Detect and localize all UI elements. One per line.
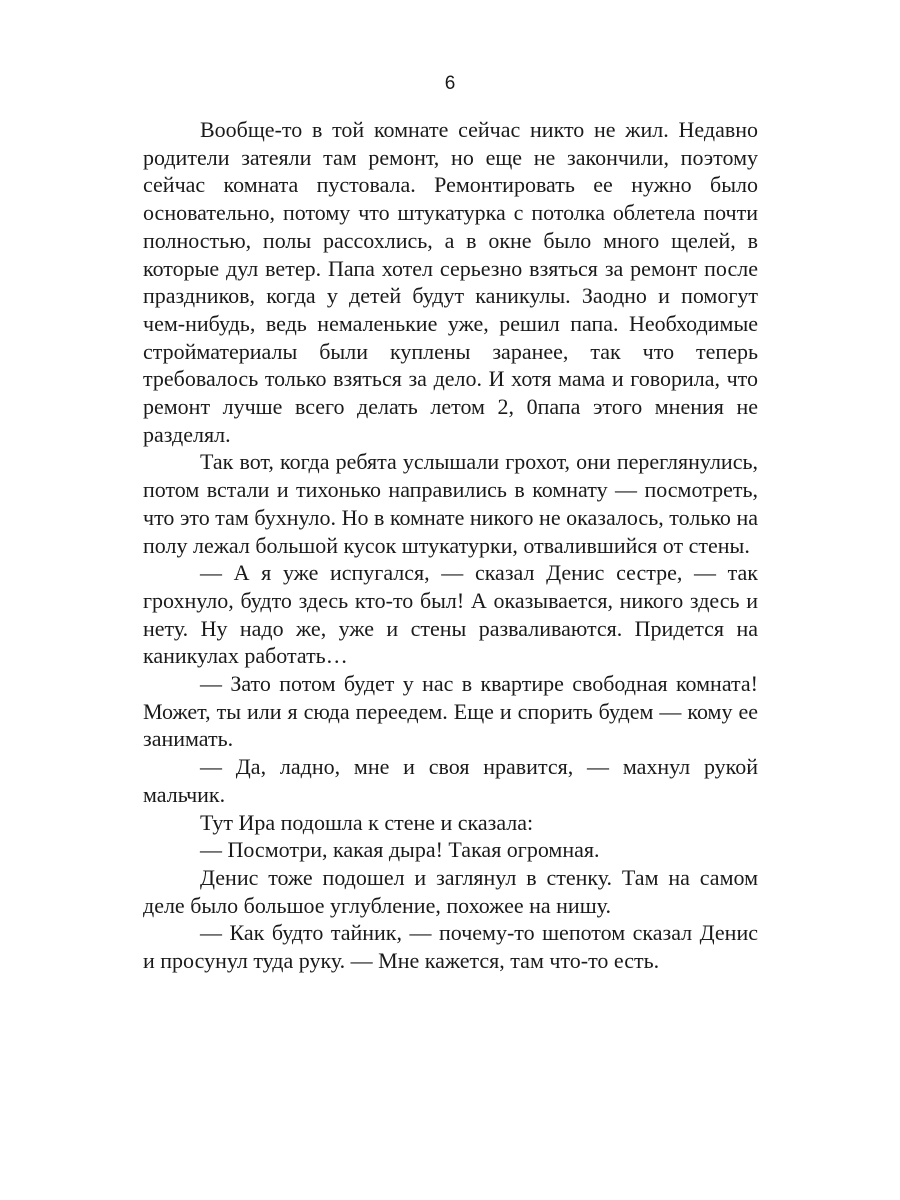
- paragraph: Так вот, когда ребята услышали грохот, они переглянулись, потом встали и тихонько направились в комнату — посмотреть, что это там бухнуло. Но в комнате никого не оказалось, только на полу лежал большой кусок штукатурки, отвалившийся от стены.: [143, 449, 758, 558]
- dialogue-paragraph: — Как будто тайник, — почему-то шепотом сказал Денис и просунул туда руку. — Мне кажется, там что-то есть.: [143, 920, 758, 974]
- dialogue-paragraph: — Да, ладно, мне и своя нравится, — махнул рукой мальчик.: [143, 754, 758, 807]
- text-body: [143, 116, 758, 975]
- dialogue-paragraph: — Посмотри, какая дыра! Такая огромная.: [200, 837, 600, 863]
- paragraph: Вообще-то в той комнате сейчас никто не жил. Недавно родители затеяли там ремонт, но еще не закончили, поэтому сейчас комната пустовала. Ремонтировать ее нужно было основательно, потому что штукатурка с потолка облетела почти полностью, полы рассохлись, а в окне было много щелей, в которые дул ветер. Папа хотел серьезно взяться за ремонт после праздников, когда у детей будут каникулы. Заодно и помогут чем-нибудь, ведь немаленькие уже, решил папа. Необходимые стройматериалы были куплены заранее, так что теперь требовалось только взяться за дело. И хотя мама и говорила, что ремонт лучше всего делать летом 2, 0папа этого мнения не разделял.: [143, 117, 758, 447]
- dialogue-paragraph: — Зато потом будет у нас в квартире свободная комната! Может, ты или я сюда переедем. Еще и спорить будем — кому ее занимать.: [143, 671, 758, 752]
- dialogue-paragraph: — А я уже испугался, — сказал Денис сестре, — так грохнуло, будто здесь кто-то был! А оказывается, никого здесь и нету. Ну надо же, уже и стены разваливаются. Придется на каникулах работать…: [143, 560, 758, 669]
- paragraph: Денис тоже подошел и заглянул в стенку. Там на самом деле было большое углубление, похожее на нишу.: [143, 864, 758, 918]
- page-number: 6: [444, 73, 456, 94]
- paragraph: Тут Ира подошла к стене и сказала:: [200, 809, 534, 835]
